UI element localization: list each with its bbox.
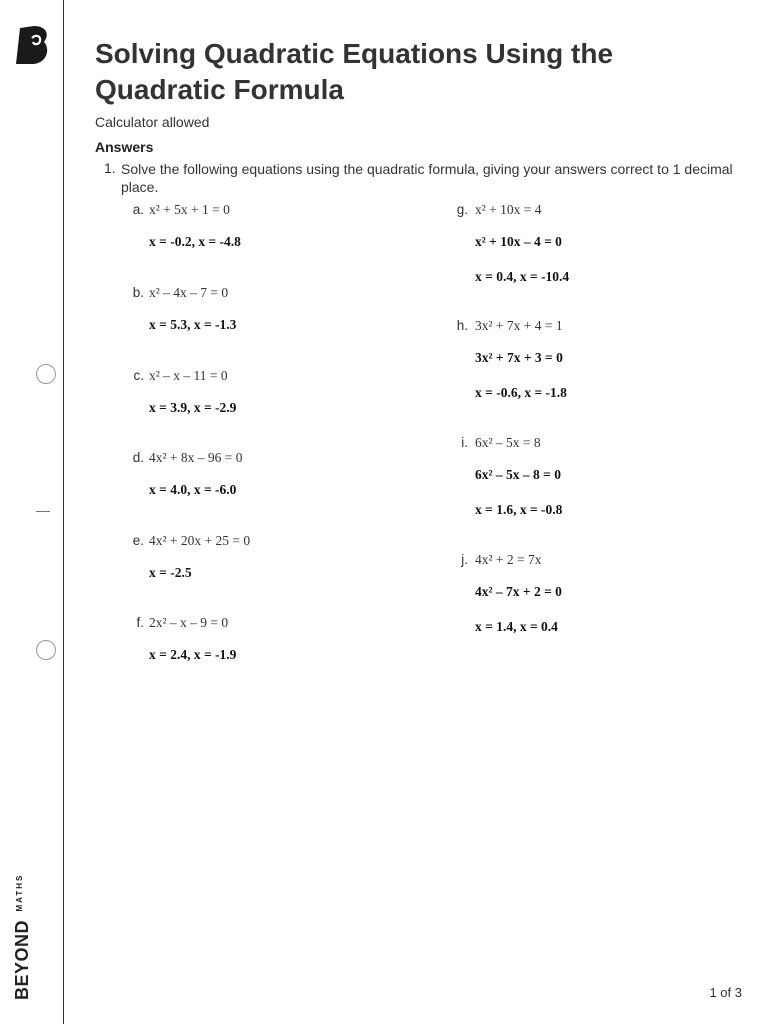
- item-label: b.: [132, 285, 144, 300]
- item-label: f.: [136, 615, 144, 630]
- item-equation: 2x² – x – 9 = 0: [149, 615, 229, 630]
- item-label: g.: [456, 202, 468, 217]
- page-subtitle: Calculator allowed: [95, 114, 210, 130]
- question-number: 1.: [104, 160, 116, 176]
- margin-line: [63, 0, 64, 1024]
- item-answer: x = 4.0, x = -6.0: [149, 482, 237, 497]
- item-answer: x = 2.4, x = -1.9: [149, 647, 237, 662]
- page-title: Solving Quadratic Equations Using the Quadratic Formula: [95, 38, 614, 105]
- question-text: Solve the following equations using the quadratic formula, giving your answers correct to 1 decimal place.: [121, 161, 733, 195]
- item-answer: x = -0.6, x = -1.8: [475, 385, 567, 400]
- item-rearranged-equation: 3x² + 7x + 3 = 0: [475, 350, 563, 365]
- item-answer: x = 0.4, x = -10.4: [475, 269, 570, 284]
- item-equation: 4x² + 8x – 96 = 0: [149, 450, 243, 465]
- binder-hole-bottom: [36, 640, 56, 660]
- item-label: a.: [132, 202, 144, 217]
- brand-wordmark: [12, 874, 33, 1000]
- item-answer: x = -0.2, x = -4.8: [149, 234, 241, 249]
- item-answer: x = -2.5: [149, 565, 192, 580]
- fold-mark: [36, 511, 50, 512]
- item-equation: x² + 10x = 4: [475, 202, 542, 217]
- item-label: j.: [461, 552, 468, 567]
- answers-heading: Answers: [95, 139, 154, 155]
- item-label: c.: [133, 368, 144, 383]
- item-label: h.: [456, 318, 468, 333]
- item-answer: x = 3.9, x = -2.9: [149, 400, 237, 415]
- brand-name-large: BEYOND: [12, 919, 32, 1000]
- page-indicator: 1 of 3: [709, 985, 742, 1000]
- brand-name-small: MATHS: [15, 873, 24, 912]
- item-rearranged-equation: 6x² – 5x – 8 = 0: [475, 467, 561, 482]
- item-rearranged-equation: 4x² – 7x + 2 = 0: [475, 584, 562, 599]
- item-answer: x = 5.3, x = -1.3: [149, 317, 237, 332]
- item-answer: x = 1.4, x = 0.4: [475, 619, 558, 634]
- item-equation: 3x² + 7x + 4 = 1: [475, 318, 563, 333]
- beyond-logo-icon: [14, 24, 52, 66]
- binder-hole-top: [36, 364, 56, 384]
- item-rearranged-equation: x² + 10x – 4 = 0: [475, 234, 562, 249]
- item-equation: 4x² + 20x + 25 = 0: [149, 533, 251, 548]
- item-equation: 6x² – 5x = 8: [475, 435, 541, 450]
- item-label: i.: [461, 435, 468, 450]
- item-label: e.: [132, 533, 144, 548]
- item-equation: 4x² + 2 = 7x: [475, 552, 542, 567]
- item-equation: x² – 4x – 7 = 0: [149, 285, 229, 300]
- item-equation: x² – x – 11 = 0: [149, 368, 228, 383]
- item-answer: x = 1.6, x = -0.8: [475, 502, 563, 517]
- item-label: d.: [132, 450, 144, 465]
- item-equation: x² + 5x + 1 = 0: [149, 202, 230, 217]
